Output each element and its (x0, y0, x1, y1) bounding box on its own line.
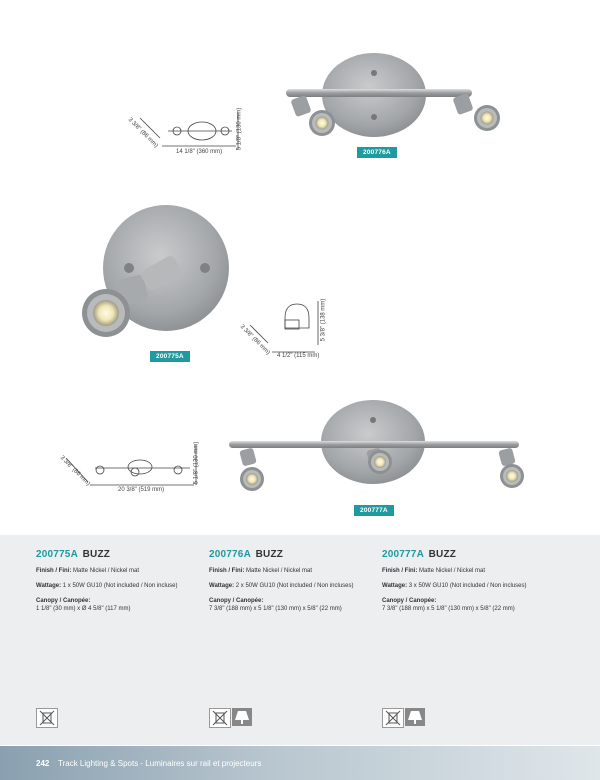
product-name: BUZZ (82, 549, 111, 560)
finish-value: Matte Nickel / Nickel mat (419, 568, 486, 574)
weee-bin-icon (382, 708, 404, 728)
wattage-label: Wattage: (36, 583, 62, 589)
fixture-200777A-image (229, 400, 524, 491)
canopy-label: Canopy / Canopée: (382, 598, 437, 604)
finish-line (382, 568, 552, 574)
product-heading (36, 549, 206, 560)
dim-width-200776A: 14 1/8" (360 mm) (176, 149, 223, 155)
product-tag-200775A: 200775A (150, 351, 190, 362)
finish-value: Matte Nickel / Nickel mat (73, 568, 140, 574)
page-footer (0, 746, 600, 780)
finish-line (209, 568, 379, 574)
dim-depth-200776A: 3 3/8" (86 mm) (126, 116, 159, 150)
dim-height-200777A: 5 1/8" (130 mm) (193, 441, 200, 485)
product-tag-200777A: 200777A (354, 505, 394, 516)
dim-width-200777A: 20 3/8" (519 mm) (118, 487, 165, 493)
fixture-200776A-image (286, 53, 500, 137)
dim-width-200775A: 4 1/2" (115 mm) (277, 353, 320, 359)
canopy-value: 7 3/8" (188 mm) x 5 1/8" (130 mm) x 5/8" (22 mm) (209, 606, 342, 612)
dim-height-200776A: 5 1/8" (130 mm) (236, 107, 243, 151)
section-title: Track Lighting & Spots - Luminaires sur rail et projecteurs (58, 759, 262, 768)
dim-depth-200775A: 3 3/8" (86 mm) (238, 323, 271, 357)
weee-bin-icon (209, 708, 231, 728)
product-name: BUZZ (255, 549, 284, 560)
fixture-200775A-image (82, 205, 229, 337)
wattage-line (209, 583, 379, 589)
weee-bin-icon (36, 708, 58, 728)
wattage-value: 1 x 50W GU10 (Not included / Non incluse) (62, 583, 178, 589)
product-code: 200776A (209, 549, 251, 560)
lamp-type-icon (405, 708, 425, 726)
product-heading (382, 549, 552, 560)
canopy-value: 7 3/8" (188 mm) x 5 1/8" (130 mm) x 5/8" (22 mm) (382, 606, 515, 612)
product-name: BUZZ (428, 549, 457, 560)
spec-column-200775A (36, 549, 206, 612)
finish-label: Finish / Fini: (209, 568, 245, 574)
finish-label: Finish / Fini: (36, 568, 72, 574)
spec-column-200776A (209, 549, 379, 612)
lamp-type-icon (232, 708, 252, 726)
product-tag-200776A: 200776A (357, 147, 397, 158)
canopy-label: Canopy / Canopée: (36, 598, 91, 604)
page-number: 242 (36, 759, 50, 768)
wattage-line (36, 583, 206, 589)
wattage-value: 2 x 50W GU10 (Not included / Non incluses) (235, 583, 354, 589)
finish-value: Matte Nickel / Nickel mat (246, 568, 313, 574)
wattage-label: Wattage: (209, 583, 235, 589)
product-heading (209, 549, 379, 560)
canopy-label: Canopy / Canopée: (209, 598, 264, 604)
canopy-value: 1 1/8" (30 mm) x Ø 4 5/8" (117 mm) (36, 606, 131, 612)
spot-head (239, 447, 264, 491)
product-code: 200777A (382, 549, 424, 560)
spec-column-200777A (382, 549, 552, 612)
wattage-value: 3 x 50W GU10 (Not included / Non incluses) (408, 583, 527, 589)
dim-height-200775A: 5 3/8" (138 mm) (320, 298, 327, 342)
finish-line (36, 568, 206, 574)
finish-label: Finish / Fini: (382, 568, 418, 574)
wattage-line (382, 583, 552, 589)
dim-depth-200777A: 3 3/8" (86 mm) (58, 454, 91, 488)
spot-head (452, 93, 500, 131)
spot-head (498, 447, 524, 488)
wattage-label: Wattage: (382, 583, 408, 589)
product-code: 200775A (36, 549, 78, 560)
